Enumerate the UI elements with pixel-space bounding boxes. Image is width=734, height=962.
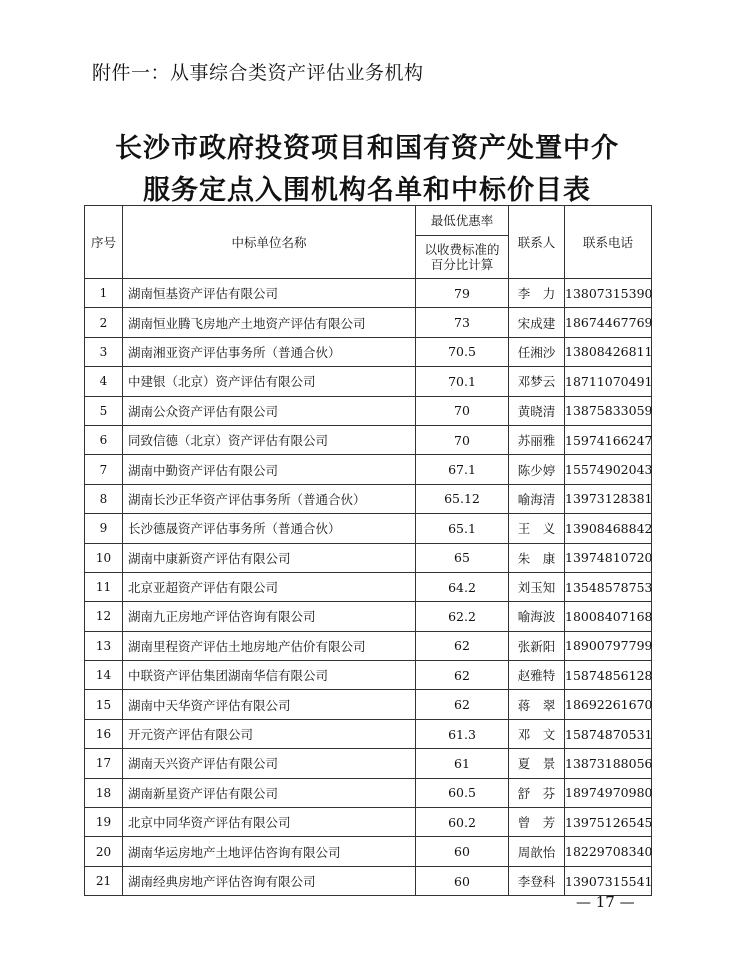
discount-rate: 73 [416, 308, 509, 337]
row-index: 21 [85, 866, 123, 895]
contact-phone: 13875833059 [565, 396, 652, 425]
header-phone: 联系电话 [565, 206, 652, 279]
row-index: 7 [85, 455, 123, 484]
header-company: 中标单位名称 [123, 206, 416, 279]
contact-phone: 13808426811 [565, 337, 652, 366]
table-row [85, 690, 652, 719]
contact-phone: 13807315390 [565, 279, 652, 308]
contact-phone: 13908468842 [565, 514, 652, 543]
row-index: 8 [85, 484, 123, 513]
row-index: 4 [85, 367, 123, 396]
company-name: 同致信德（北京）资产评估有限公司 [123, 425, 416, 454]
contact-person: 任湘沙 [509, 337, 565, 366]
company-name: 湖南湘亚资产评估事务所（普通合伙） [123, 337, 416, 366]
contact-phone: 13548578753 [565, 572, 652, 601]
discount-rate: 70 [416, 396, 509, 425]
row-index: 11 [85, 572, 123, 601]
contact-person: 黄晓清 [509, 396, 565, 425]
table-row [85, 367, 652, 396]
table-row [85, 808, 652, 837]
row-index: 16 [85, 719, 123, 748]
contact-phone: 18711070491 [565, 367, 652, 396]
discount-rate: 62 [416, 631, 509, 660]
contact-person: 喻海清 [509, 484, 565, 513]
discount-rate: 62 [416, 661, 509, 690]
contact-person: 宋成建 [509, 308, 565, 337]
header-contact: 联系人 [509, 206, 565, 279]
table-row [85, 455, 652, 484]
company-name: 北京中同华资产评估有限公司 [123, 808, 416, 837]
discount-rate: 67.1 [416, 455, 509, 484]
row-index: 5 [85, 396, 123, 425]
discount-rate: 65.12 [416, 484, 509, 513]
company-name: 湖南华运房地产土地评估咨询有限公司 [123, 837, 416, 866]
contact-phone: 13974810720 [565, 543, 652, 572]
row-index: 15 [85, 690, 123, 719]
contact-person: 曾 芳 [509, 808, 565, 837]
row-index: 1 [85, 279, 123, 308]
discount-rate: 60 [416, 866, 509, 895]
table-row [85, 543, 652, 572]
contact-phone: 18692261670 [565, 690, 652, 719]
contact-phone: 13975126545 [565, 808, 652, 837]
table-row [85, 778, 652, 807]
table-row [85, 425, 652, 454]
table-row [85, 572, 652, 601]
discount-rate: 61 [416, 749, 509, 778]
table-row [85, 749, 652, 778]
discount-rate: 70 [416, 425, 509, 454]
table-row [85, 484, 652, 513]
document-title-line-2: 服务定点入围机构名单和中标价目表 [143, 175, 591, 206]
discount-rate: 60.5 [416, 778, 509, 807]
discount-rate: 70.1 [416, 367, 509, 396]
table-row [85, 631, 652, 660]
discount-rate: 62.2 [416, 602, 509, 631]
contact-phone: 13873188056 [565, 749, 652, 778]
row-index: 9 [85, 514, 123, 543]
company-name: 湖南公众资产评估有限公司 [123, 396, 416, 425]
row-index: 19 [85, 808, 123, 837]
table-row [85, 719, 652, 748]
contact-person: 陈少婷 [509, 455, 565, 484]
table-row [85, 337, 652, 366]
table-row [85, 279, 652, 308]
company-name: 长沙德晟资产评估事务所（普通合伙） [123, 514, 416, 543]
discount-rate: 64.2 [416, 572, 509, 601]
contact-phone: 13973128381 [565, 484, 652, 513]
company-name: 湖南中天华资产评估有限公司 [123, 690, 416, 719]
header-rate-main: 最低优惠率 [416, 206, 509, 236]
contact-person: 李登科 [509, 866, 565, 895]
table-row [85, 396, 652, 425]
row-index: 6 [85, 425, 123, 454]
discount-rate: 61.3 [416, 719, 509, 748]
company-name: 北京亚超资产评估有限公司 [123, 572, 416, 601]
contact-person: 喻海波 [509, 602, 565, 631]
table-row [85, 866, 652, 895]
company-name: 湖南恒业腾飞房地产土地资产评估有限公司 [123, 308, 416, 337]
contact-person: 赵雅特 [509, 661, 565, 690]
contact-person: 刘玉知 [509, 572, 565, 601]
discount-rate: 60.2 [416, 808, 509, 837]
contact-person: 舒 芬 [509, 778, 565, 807]
contact-person: 苏丽雅 [509, 425, 565, 454]
contact-phone: 18974970980 [565, 778, 652, 807]
company-name: 湖南九正房地产评估咨询有限公司 [123, 602, 416, 631]
institution-table [84, 205, 652, 896]
contact-phone: 13907315541 [565, 866, 652, 895]
row-index: 20 [85, 837, 123, 866]
header-index: 序号 [85, 206, 123, 279]
contact-person: 蒋 翠 [509, 690, 565, 719]
discount-rate: 60 [416, 837, 509, 866]
table-row [85, 837, 652, 866]
company-name: 湖南中康新资产评估有限公司 [123, 543, 416, 572]
company-name: 湖南新星资产评估有限公司 [123, 778, 416, 807]
contact-phone: 18674467769 [565, 308, 652, 337]
discount-rate: 65 [416, 543, 509, 572]
row-index: 17 [85, 749, 123, 778]
contact-phone: 18229708340 [565, 837, 652, 866]
table-row [85, 308, 652, 337]
contact-person: 张新阳 [509, 631, 565, 660]
contact-person: 夏 景 [509, 749, 565, 778]
company-name: 湖南恒基资产评估有限公司 [123, 279, 416, 308]
company-name: 湖南中勤资产评估有限公司 [123, 455, 416, 484]
table-row [85, 661, 652, 690]
company-name: 湖南经典房地产评估咨询有限公司 [123, 866, 416, 895]
document-title-line-1: 长沙市政府投资项目和国有资产处置中介 [115, 133, 619, 164]
contact-phone: 15974166247 [565, 425, 652, 454]
contact-person: 李 力 [509, 279, 565, 308]
company-name: 湖南长沙正华资产评估事务所（普通合伙） [123, 484, 416, 513]
attachment-heading: 附件一：从事综合类资产评估业务机构 [92, 62, 424, 84]
company-name: 湖南里程资产评估土地房地产估价有限公司 [123, 631, 416, 660]
contact-phone: 18900797799 [565, 631, 652, 660]
contact-phone: 15574902043 [565, 455, 652, 484]
contact-phone: 15874856128 [565, 661, 652, 690]
page-number: — 17 — [576, 893, 635, 911]
contact-person: 周歆怡 [509, 837, 565, 866]
row-index: 13 [85, 631, 123, 660]
contact-person: 邓 文 [509, 719, 565, 748]
row-index: 3 [85, 337, 123, 366]
row-index: 18 [85, 778, 123, 807]
contact-phone: 18008407168 [565, 602, 652, 631]
contact-person: 邓梦云 [509, 367, 565, 396]
company-name: 开元资产评估有限公司 [123, 719, 416, 748]
company-name: 湖南天兴资产评估有限公司 [123, 749, 416, 778]
row-index: 10 [85, 543, 123, 572]
row-index: 14 [85, 661, 123, 690]
contact-person: 王 义 [509, 514, 565, 543]
header-rate-sub: 以收费标准的百分比计算 [416, 236, 509, 279]
table-row [85, 602, 652, 631]
discount-rate: 70.5 [416, 337, 509, 366]
table-body [85, 279, 652, 896]
table-row [85, 514, 652, 543]
discount-rate: 62 [416, 690, 509, 719]
discount-rate: 79 [416, 279, 509, 308]
discount-rate: 65.1 [416, 514, 509, 543]
contact-person: 朱 康 [509, 543, 565, 572]
company-name: 中联资产评估集团湖南华信有限公司 [123, 661, 416, 690]
row-index: 2 [85, 308, 123, 337]
company-name: 中建银（北京）资产评估有限公司 [123, 367, 416, 396]
row-index: 12 [85, 602, 123, 631]
contact-phone: 15874870531 [565, 719, 652, 748]
